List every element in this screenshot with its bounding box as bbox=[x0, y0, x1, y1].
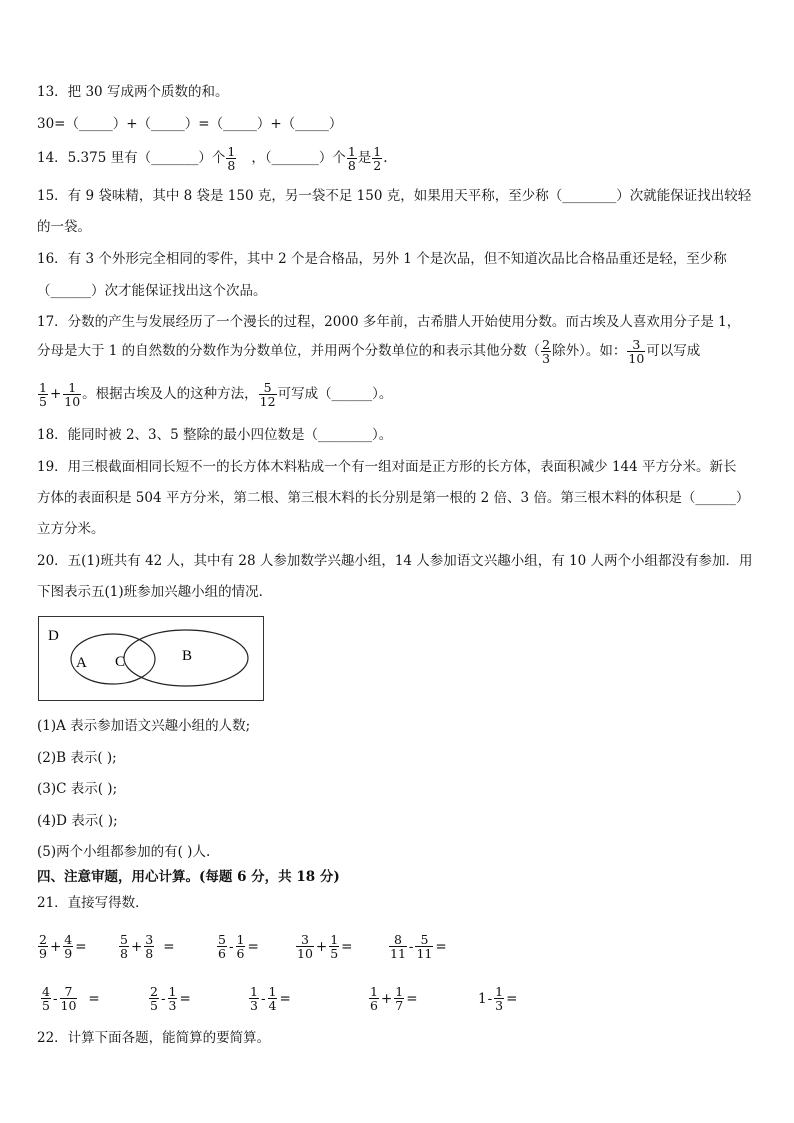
calc-item: $\frac{3}{10}$ + $\frac{1}{5}$ = bbox=[297, 932, 353, 962]
q17-line3: $\frac{1}{5}$ + $\frac{1}{10}$ 。根据古埃及人的这种方法， $\frac{5}{12}$ 可写成（______）。 bbox=[39, 380, 393, 410]
calc-item: $\frac{8}{11}$ - $\frac{5}{11}$ = bbox=[390, 932, 447, 962]
q22: 22．计算下面各题，能简算的要简算。 bbox=[37, 1030, 271, 1046]
q18: 18．能同时被 2、3、5 整除的最小四位数是（________）。 bbox=[37, 427, 393, 443]
q16-line1: 16．有 3 个外形完全相同的零件，其中 2 个是合格品，另外 1 个是次品，但不知道次品比合格品重还是轻，至少称 bbox=[37, 251, 727, 267]
fraction: $\frac{1}{8}$ bbox=[227, 144, 236, 174]
q20-line1: 20．五(1)班共有 42 人，其中有 28 人参加数学兴趣小组，14 人参加语文兴趣小组，有 10 人两个小组都没有参加．用 bbox=[37, 553, 753, 569]
venn-label-b: B bbox=[182, 648, 193, 664]
venn-label-d: D bbox=[48, 628, 59, 644]
q19-line2: 方体的表面积是 504 平方分米，第二根、第三根木料的长分别是第一根的 2 倍、3 倍。第三根木料的体积是（______） bbox=[37, 490, 750, 506]
venn-diagram bbox=[38, 616, 264, 701]
fraction: $\frac{1}{2}$ bbox=[373, 144, 382, 174]
venn-label-c: C bbox=[115, 654, 126, 670]
q17-line1: 17．分数的产生与发展经历了一个漫长的过程，2000 多年前，古希腊人开始使用分数。而古埃及人喜欢用分子是 1， bbox=[37, 314, 741, 330]
calc-item: $\frac{1}{6}$ + $\frac{1}{7}$ = bbox=[370, 984, 418, 1014]
q20-line2: 下图表示五(1)班参加兴趣小组的情况． bbox=[37, 584, 273, 600]
q20-sub1: (1)A 表示参加语文兴趣小组的人数; bbox=[37, 718, 251, 734]
q19-line3: 立方分米。 bbox=[37, 521, 105, 537]
q17-line2: 分母是大于 1 的自然数的分数作为分数单位，并用两个分数单位的和表示其他分数（ $\frac{2}{3}$ 除外）。如： $\frac{3}{10}$ 可以写成 bbox=[37, 337, 701, 367]
fraction: $\frac{1}{5}$ bbox=[39, 380, 47, 410]
q13-equation: 30=（_____）+（_____）=（_____）+（_____） bbox=[37, 116, 343, 132]
q19-line1: 19．用三根截面相同长短不一的长方体木料粘成一个有一组对面是正方形的长方体，表面积减少 144 平方分米。新长 bbox=[37, 459, 737, 475]
calc-item: $\frac{1}{3}$ - $\frac{1}{4}$ = bbox=[250, 984, 291, 1014]
calc-item: 1 - $\frac{1}{3}$ = bbox=[478, 984, 518, 1014]
q14-text-b: ，（_______）个 bbox=[251, 150, 346, 167]
fraction: $\frac{2}{3}$ bbox=[542, 337, 551, 367]
q20-sub5: (5)两个小组都参加的有( )人. bbox=[37, 844, 211, 860]
calc-item: $\frac{5}{6}$ - $\frac{1}{6}$ = bbox=[218, 932, 259, 962]
q14: 14．5.375 里有（_______）个 $\frac{1}{8}$ ，（_______）个 $\frac{1}{8}$ 是 $\frac{1}{2}$ . bbox=[37, 144, 388, 174]
q20-sub3: (3)C 表示( ); bbox=[37, 781, 118, 797]
calc-item: $\frac{2}{9}$ + $\frac{4}{9}$ = bbox=[39, 932, 87, 962]
calc-item: $\frac{2}{5}$ - $\frac{1}{3}$ = bbox=[150, 984, 191, 1014]
q21-title: 21．直接写得数． bbox=[37, 895, 149, 911]
fraction: $\frac{1}{10}$ bbox=[64, 380, 81, 410]
q16-line2: （______）次才能保证找出这个次品。 bbox=[37, 283, 267, 299]
q20-sub2: (2)B 表示( ); bbox=[37, 750, 117, 766]
q15-line2: 的一袋。 bbox=[37, 219, 91, 235]
calc-item: $\frac{4}{5}$ - $\frac{7}{10}$ = bbox=[42, 984, 100, 1014]
fraction: $\frac{1}{8}$ bbox=[347, 144, 356, 174]
fraction: $\frac{5}{12}$ bbox=[259, 380, 276, 410]
section-4-heading: 四、注意审题，用心计算。(每题 6 分，共 18 分) bbox=[37, 869, 340, 885]
calc-item: $\frac{5}{8}$ + $\frac{3}{8}$ = bbox=[120, 932, 175, 962]
q15-line1: 15．有 9 袋味精，其中 8 袋是 150 克，另一袋不足 150 克，如果用天平称，至少称（________）次就能保证找出较轻 bbox=[37, 188, 752, 204]
q13-title: 13．把 30 写成两个质数的和。 bbox=[37, 84, 229, 100]
q20-sub4: (4)D 表示( ); bbox=[37, 813, 118, 829]
q14-text-a: 14．5.375 里有（_______）个 bbox=[37, 150, 226, 167]
fraction: $\frac{3}{10}$ bbox=[628, 337, 645, 367]
venn-label-a: A bbox=[76, 655, 87, 671]
